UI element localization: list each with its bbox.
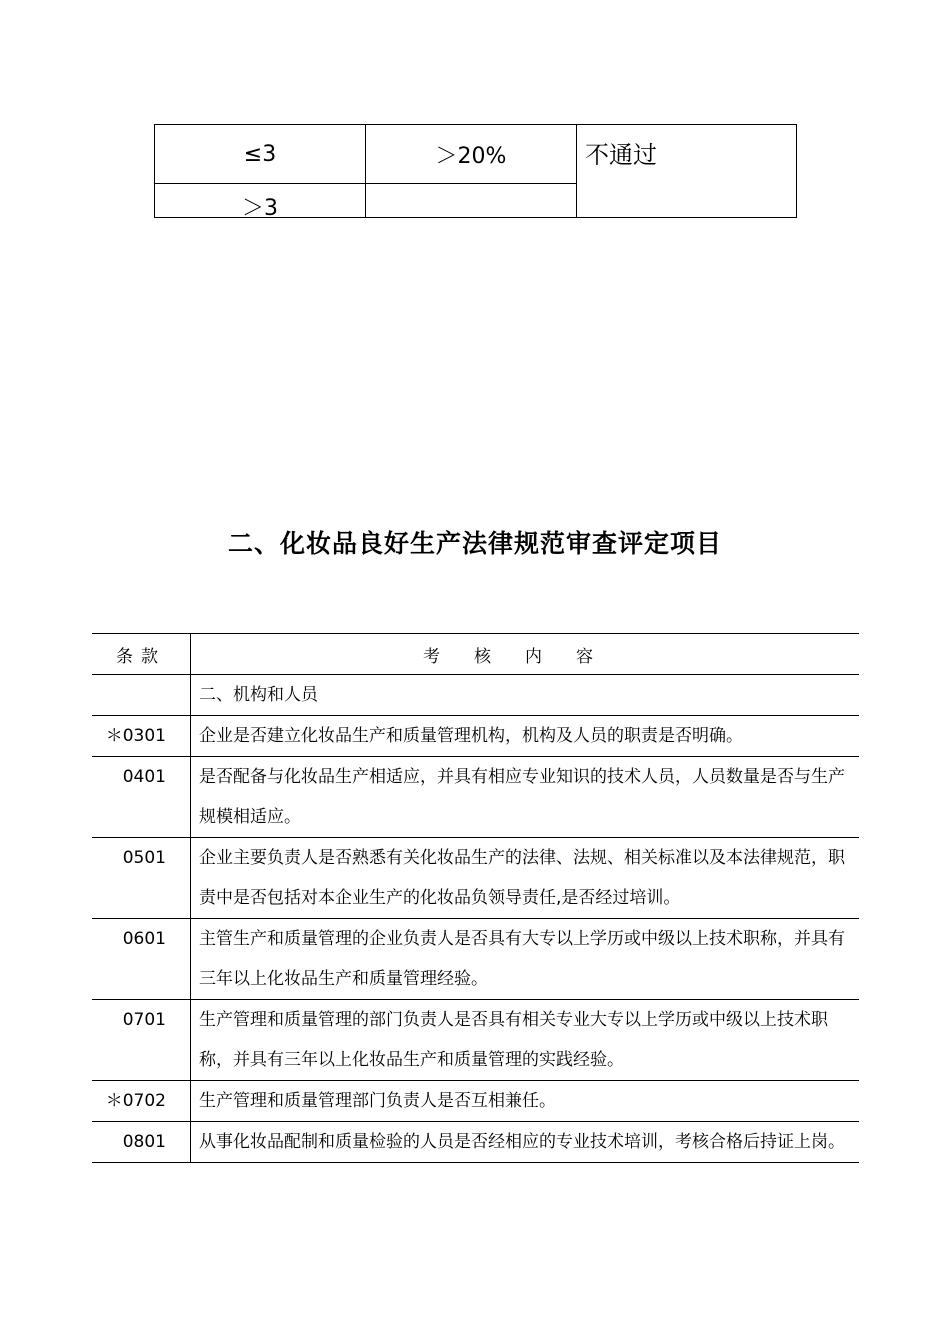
clause-code: 0601	[92, 919, 191, 1000]
clause-code: 0401	[92, 757, 191, 838]
clause-content: 从事化妆品配制和质量检验的人员是否经相应的专业技术培训，考核合格后持证上岗。	[191, 1122, 860, 1163]
table-row	[92, 675, 859, 716]
clause-content: 生产管理和质量管理部门负责人是否互相兼任。	[191, 1081, 860, 1122]
table-row	[92, 757, 859, 838]
table-row	[92, 919, 859, 1000]
header-code: 条款	[92, 634, 191, 675]
clause-code: 0701	[92, 1000, 191, 1081]
table-row	[92, 716, 859, 757]
defect-count-cell	[155, 184, 366, 218]
defect-rate-text	[366, 184, 576, 217]
clause-code: 0801	[92, 1122, 191, 1163]
clause-code: ＊0301	[92, 716, 191, 757]
defect-rate-cell: ＞20%	[366, 125, 577, 184]
defect-count-cell: ≤3	[155, 125, 366, 184]
table-row	[92, 1081, 859, 1122]
clause-code	[92, 675, 191, 716]
result-cell: 不通过	[577, 125, 797, 218]
clause-code: 0501	[92, 838, 191, 919]
header-content: 考核内容	[191, 634, 860, 675]
clause-code: ＊0702	[92, 1081, 191, 1122]
clause-content: 主管生产和质量管理的企业负责人是否具有大专以上学历或中级以上技术职称，并具有三年以上化妆品生产和质量管理经验。	[191, 919, 860, 1000]
table-row	[92, 838, 859, 919]
defect-count-text: ＞3	[242, 196, 278, 217]
clause-content: 生产管理和质量管理的部门负责人是否具有相关专业大专以上学历或中级以上技术职称，并具有三年以上化妆品生产和质量管理的实践经验。	[191, 1000, 860, 1081]
table-row	[92, 1000, 859, 1081]
section-title: 二、化妆品良好生产法律规范审查评定项目	[227, 529, 722, 558]
clause-content: 企业是否建立化妆品生产和质量管理机构，机构及人员的职责是否明确。	[191, 716, 860, 757]
table-row	[92, 1122, 859, 1163]
clause-content: 是否配备与化妆品生产相适应，并具有相应专业知识的技术人员，人员数量是否与生产规模相适应。	[191, 757, 860, 838]
criteria-table	[92, 633, 859, 1163]
defect-rate-cell	[366, 184, 577, 218]
evaluation-threshold-table	[154, 124, 797, 218]
clause-content: 企业主要负责人是否熟悉有关化妆品生产的法律、法规、相关标准以及本法律规范，职责中是否包括对本企业生产的化妆品负领导责任,是否经过培训。	[191, 838, 860, 919]
clause-content: 二、机构和人员	[191, 675, 860, 716]
